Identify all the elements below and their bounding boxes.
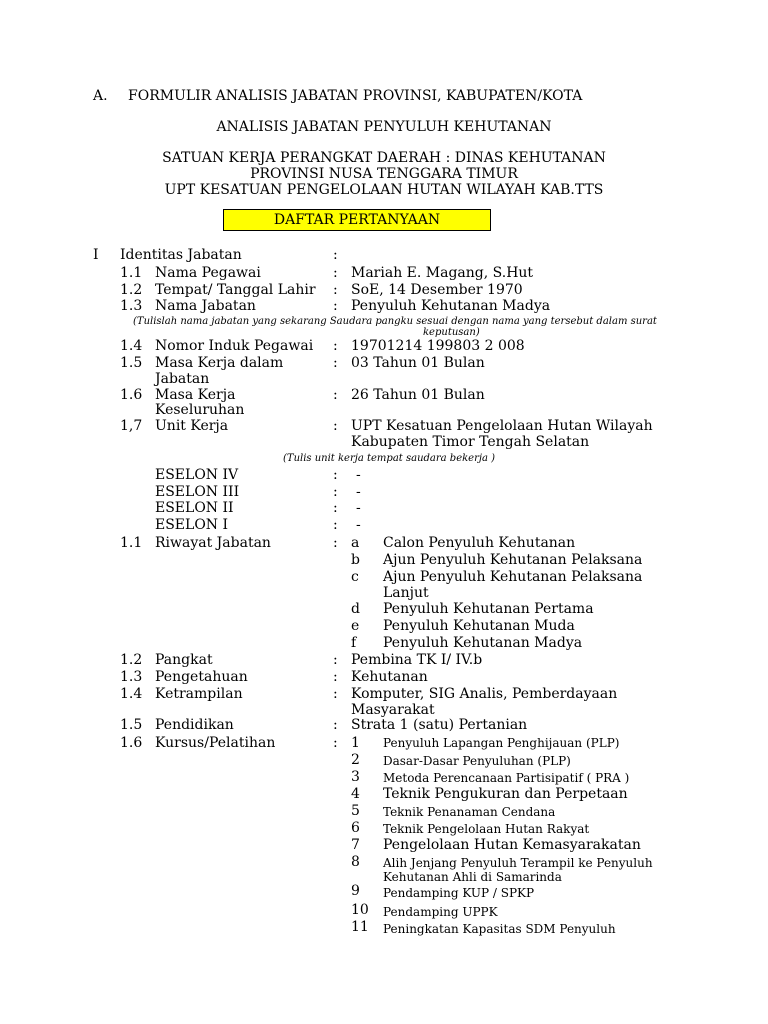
field-value-cont: Masyarakat — [351, 702, 435, 718]
riwayat-item: Calon Penyuluh Kehutanan — [383, 535, 576, 551]
riwayat-item: Ajun Penyuluh Kehutanan Pelaksana — [383, 552, 643, 568]
riwayat-key: d — [351, 601, 360, 617]
field-value: Kehutanan — [351, 669, 428, 685]
field-label: Masa Kerja dalam — [155, 355, 284, 371]
field-value: 03 Tahun 01 Bulan — [351, 355, 485, 371]
field-num: 1.6 — [120, 735, 143, 751]
field-label-cont: Keseluruhan — [155, 402, 245, 418]
field-colon: : — [333, 717, 338, 733]
field-label: Pengetahuan — [155, 669, 248, 685]
kursus-item: Metoda Perencanaan Partisipatif ( PRA ) — [383, 771, 630, 785]
kursus-item: Penyuluh Lapangan Penghijauan (PLP) — [383, 736, 620, 750]
kursus-item: Peningkatan Kapasitas SDM Penyuluh — [383, 922, 616, 936]
field-label: Nama Pegawai — [155, 265, 261, 281]
field-num: 1.2 — [120, 652, 143, 668]
field-value: 19701214 199803 2 008 — [351, 338, 525, 354]
field-label: Tempat/ Tanggal Lahir — [155, 282, 316, 298]
field-value: 26 Tahun 01 Bulan — [351, 387, 485, 403]
riwayat-item: Penyuluh Kehutanan Muda — [383, 618, 575, 634]
kursus-num: 1 — [351, 735, 360, 751]
field-label: Nama Jabatan — [155, 298, 256, 314]
riwayat-item-cont: Lanjut — [383, 585, 429, 601]
kursus-item: Teknik Penanaman Cendana — [383, 805, 556, 819]
section-letter: A. — [93, 88, 108, 104]
field-num: 1.5 — [120, 355, 143, 371]
eselon-label: ESELON IV — [155, 467, 239, 483]
field-value: Pembina TK I/ IV.b — [351, 652, 483, 668]
kursus-num: 8 — [351, 854, 360, 870]
field-colon: : — [333, 265, 338, 281]
eselon-colon: : — [333, 500, 338, 516]
kursus-item: Alih Jenjang Penyuluh Terampil ke Penyuluh — [383, 856, 653, 870]
field-num: 1.3 — [120, 669, 143, 685]
form-subtitle: ANALISIS JABATAN PENYULUH KEHUTANAN — [216, 119, 552, 135]
satker-line-2: PROVINSI NUSA TENGGARA TIMUR — [250, 166, 518, 182]
section-colon: : — [333, 247, 338, 263]
kursus-item: Pengelolaan Hutan Kemasyarakatan — [383, 837, 641, 853]
field-colon: : — [333, 418, 338, 434]
kursus-item: Pendamping UPPK — [383, 905, 498, 919]
field-colon: : — [333, 669, 338, 685]
field-colon: : — [333, 652, 338, 668]
field-num: 1,7 — [120, 418, 143, 434]
kursus-item: Teknik Pengukuran dan Perpetaan — [383, 786, 628, 802]
eselon-value: - — [356, 517, 361, 533]
satker-line-1: SATUAN KERJA PERANGKAT DAERAH : DINAS KEHUTANAN — [162, 150, 606, 166]
field-value: Komputer, SIG Analis, Pemberdayaan — [351, 686, 618, 702]
note-unit: (Tulis unit kerja tempat saudara bekerja ) — [283, 453, 496, 464]
field-colon: : — [333, 282, 338, 298]
eselon-colon: : — [333, 467, 338, 483]
eselon-value: - — [356, 467, 361, 483]
note-jabatan: (Tulislah nama jabatan yang sekarang Saudara pangku sesuai dengan nama yang tersebut dalam surat — [133, 316, 657, 327]
field-label: Unit Kerja — [155, 418, 229, 434]
field-num: 1.3 — [120, 298, 143, 314]
field-value: SoE, 14 Desember 1970 — [351, 282, 523, 298]
kursus-num: 2 — [351, 752, 360, 768]
field-colon: : — [333, 387, 338, 403]
field-colon: : — [333, 535, 338, 551]
field-num: 1.4 — [120, 686, 143, 702]
field-label: Ketrampilan — [155, 686, 243, 702]
field-num: 1.6 — [120, 387, 143, 403]
riwayat-key: e — [351, 618, 360, 634]
field-label: Nomor Induk Pegawai — [155, 338, 314, 354]
field-label: Pendidikan — [155, 717, 234, 733]
eselon-value: - — [356, 500, 361, 516]
riwayat-item: Ajun Penyuluh Kehutanan Pelaksana — [383, 569, 643, 585]
riwayat-key: f — [351, 635, 357, 651]
kursus-num: 3 — [351, 769, 360, 785]
daftar-pertanyaan-banner: DAFTAR PERTANYAAN — [223, 209, 491, 231]
section-number: I — [93, 247, 99, 263]
field-colon: : — [333, 338, 338, 354]
riwayat-key: c — [351, 569, 359, 585]
field-colon: : — [333, 686, 338, 702]
field-value: Penyuluh Kehutanan Madya — [351, 298, 551, 314]
field-value: Strata 1 (satu) Pertanian — [351, 717, 528, 733]
riwayat-key: b — [351, 552, 360, 568]
kursus-num: 6 — [351, 820, 360, 836]
field-value: UPT Kesatuan Pengelolaan Hutan Wilayah — [351, 418, 653, 434]
field-colon: : — [333, 735, 338, 751]
field-label: Riwayat Jabatan — [155, 535, 271, 551]
section-label: Identitas Jabatan — [120, 247, 242, 263]
kursus-item: Pendamping KUP / SPKP — [383, 886, 535, 900]
eselon-label: ESELON I — [155, 517, 229, 533]
field-label: Pangkat — [155, 652, 213, 668]
field-colon: : — [333, 355, 338, 371]
kursus-num: 11 — [351, 919, 369, 935]
eselon-value: - — [356, 484, 361, 500]
riwayat-item: Penyuluh Kehutanan Pertama — [383, 601, 594, 617]
field-value-cont: Kabupaten Timor Tengah Selatan — [351, 434, 590, 450]
field-label: Kursus/Pelatihan — [155, 735, 276, 751]
kursus-item: Teknik Pengelolaan Hutan Rakyat — [383, 822, 590, 836]
field-num: 1.1 — [120, 265, 143, 281]
field-num: 1.4 — [120, 338, 143, 354]
field-num: 1.1 — [120, 535, 143, 551]
kursus-num: 10 — [351, 902, 369, 918]
kursus-num: 4 — [351, 786, 360, 802]
field-num: 1.5 — [120, 717, 143, 733]
riwayat-item: Penyuluh Kehutanan Madya — [383, 635, 583, 651]
eselon-colon: : — [333, 484, 338, 500]
kursus-num: 9 — [351, 883, 360, 899]
form-title: FORMULIR ANALISIS JABATAN PROVINSI, KABUPATEN/KOTA — [128, 88, 583, 104]
riwayat-key: a — [351, 535, 360, 551]
kursus-num: 7 — [351, 837, 360, 853]
field-label: Masa Kerja — [155, 387, 236, 403]
eselon-label: ESELON III — [155, 484, 240, 500]
satker-line-3: UPT KESATUAN PENGELOLAAN HUTAN WILAYAH KAB.TTS — [164, 182, 604, 198]
kursus-num: 5 — [351, 803, 360, 819]
kursus-item-cont: Kehutanan Ahli di Samarinda — [383, 870, 562, 884]
kursus-item: Dasar-Dasar Penyuluhan (PLP) — [383, 754, 571, 768]
eselon-colon: : — [333, 517, 338, 533]
field-label-cont: Jabatan — [155, 371, 210, 387]
field-num: 1.2 — [120, 282, 143, 298]
eselon-label: ESELON II — [155, 500, 234, 516]
field-colon: : — [333, 298, 338, 314]
field-value: Mariah E. Magang, S.Hut — [351, 265, 534, 281]
note-jabatan-cont: keputusan) — [423, 327, 480, 338]
